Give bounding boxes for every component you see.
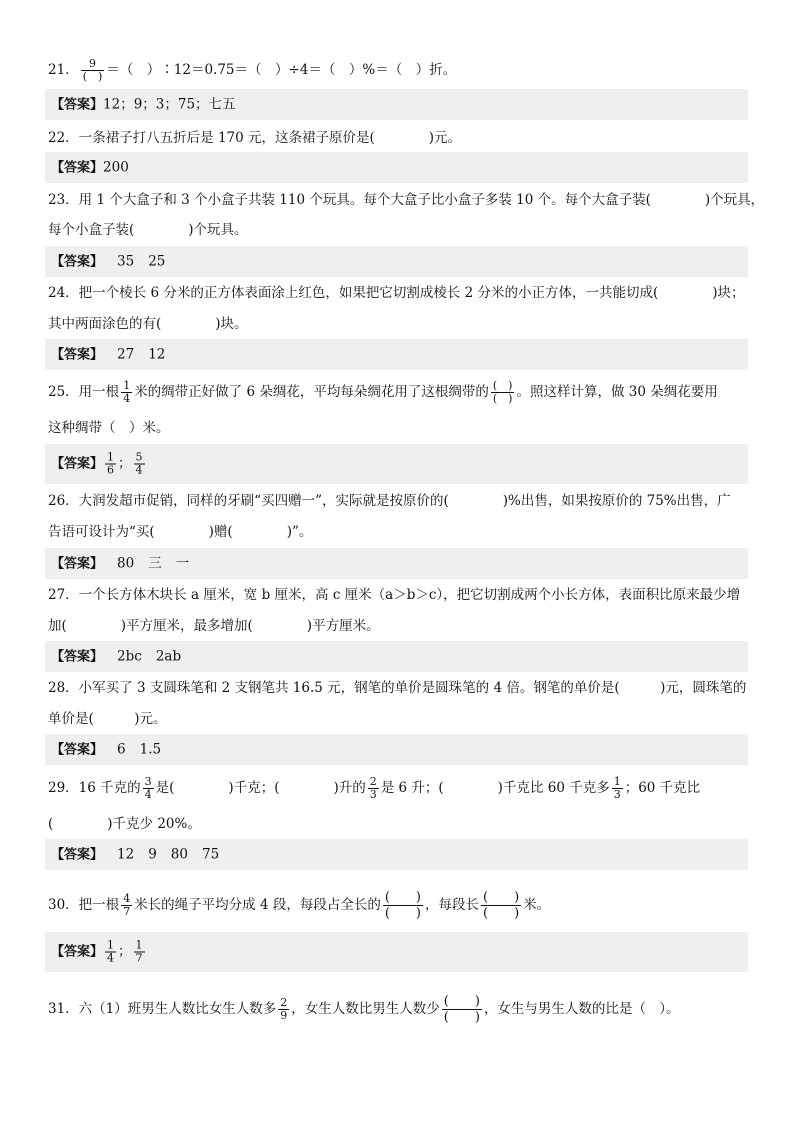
fraction: $\frac{1}{6}$ (107, 450, 115, 477)
question-24-line-1: 24．把一个棱长 6 分米的正方体表面涂上红色，如果把它切割成棱长 2 分米的小正方体，一共能切成( )块； (48, 285, 745, 301)
question-25-line-1: 25．用一根 $\frac{1}{4}$ 米的绸带正好做了 6 朵绸花，平均每朵绸花用了这根绸带的 $\frac{( )}{( )}$ 。照这样计算，做 30 朵绸花要用 (48, 379, 718, 405)
answer-tag: 【答案】 (51, 254, 104, 269)
question-30: 30．把一根 $\frac{4}{7}$ 米长的绳子平均分成 4 段，每段占全长的 $\frac{( )}{( )}$ ，每段长 $\frac{( )}{( )}$ 米。 (48, 890, 551, 921)
fraction: $\frac{2}{9}$ (280, 996, 288, 1022)
question-28-line-2: 单价是( )元。 (48, 711, 167, 727)
answer-21: 【答案】12；9；3；75；七五 (45, 89, 748, 120)
answer-22: 【答案】200 (45, 152, 748, 183)
answer-30: 【答案】 $\frac{1}{4}$ ； $\frac{1}{7}$ (45, 932, 748, 972)
fraction: $\frac{1}{3}$ (613, 775, 621, 801)
fraction: $\frac{2}{3}$ (369, 775, 377, 801)
answer-29: 【答案】 12 9 80 75 (45, 839, 748, 870)
question-27-line-2: 加( )平方厘米，最多增加( )平方厘米。 (48, 618, 380, 634)
answer-26: 【答案】 80 三 一 (45, 548, 748, 579)
answer-tag: 【答案】 (51, 742, 104, 757)
question-25-line-2: 这种绸带（ ）米。 (48, 420, 170, 436)
question-22: 22．一条裙子打八五折后是 170 元，这条裙子原价是( )元。 (48, 130, 462, 146)
question-24-line-2: 其中两面涂色的有( )块。 (48, 316, 248, 332)
answer-tag: 【答案】 (51, 456, 104, 472)
fraction: $\frac{1}{4}$ (107, 938, 115, 965)
fraction: $\frac{1}{4}$ (123, 379, 131, 405)
answer-tag: 【答案】 (51, 160, 104, 175)
question-26-line-1: 26．大润发超市促销，同样的牙刷“买四赠一”，实际就是按原价的( )%出售，如果按原价的 75%出售，广 (48, 493, 731, 509)
question-27-line-1: 27．一个长方体木块长 a 厘米，宽 b 厘米，高 c 厘米（a＞b＞c），把它切割成两个小长方体，表面积比原来最少增 (48, 587, 741, 603)
answer-tag: 【答案】 (51, 97, 104, 112)
answer-tag: 【答案】 (51, 944, 104, 960)
question-21: 21． $\frac{9}{( )}$ ＝（ ）∶12＝0.75＝（ ）÷4＝（ ）%＝（ ）折。 (48, 57, 457, 83)
fraction: $\frac{5}{4}$ (135, 450, 143, 477)
answer-tag: 【答案】 (51, 347, 104, 362)
question-23-line-2: 每个小盒子装( )个玩具。 (48, 222, 248, 238)
fraction: $\frac{4}{7}$ (123, 892, 131, 918)
answer-tag: 【答案】 (51, 847, 104, 862)
question-26-line-2: 告语可设计为“买( )赠( )”。 (48, 524, 313, 540)
fraction-blank: $\frac{( )}{( )}$ (443, 994, 480, 1025)
answer-28: 【答案】 6 1.5 (45, 734, 748, 765)
answer-25: 【答案】 $\frac{1}{6}$ ； $\frac{5}{4}$ (45, 444, 748, 484)
fraction-blank: $\frac{( )}{( )}$ (483, 890, 520, 921)
question-29-line-2: ( )千克少 20%。 (48, 816, 201, 832)
answer-23: 【答案】 35 25 (45, 246, 748, 277)
fraction: $\frac{1}{7}$ (135, 938, 143, 965)
fraction: $\frac{9}{( )}$ (82, 57, 103, 83)
answer-24: 【答案】 27 12 (45, 339, 748, 370)
question-28-line-1: 28．小军买了 3 支圆珠笔和 2 支钢笔共 16.5 元，钢笔的单价是圆珠笔的 4 倍。钢笔的单价是( )元，圆珠笔的 (48, 680, 747, 696)
question-29-line-1: 29．16 千克的 $\frac{3}{4}$ 是( )千克；( )升的 $\frac{2}{3}$ 是 6 升；( )千克比 60 千克多 $\frac{1}{3}$ ；60 千克比 (48, 775, 701, 801)
fraction-blank: $\frac{( )}{( )}$ (384, 890, 422, 921)
fraction: $\frac{3}{4}$ (144, 775, 152, 801)
answer-tag: 【答案】 (51, 649, 104, 664)
answer-tag: 【答案】 (51, 556, 104, 571)
question-31: 31．六（1）班男生人数比女生人数多 $\frac{2}{9}$ ，女生人数比男生人数少 $\frac{( )}{( )}$ ，女生与男生人数的比是（ ）。 (48, 994, 680, 1025)
fraction-blank: $\frac{( )}{( )}$ (492, 379, 513, 405)
question-23-line-1: 23．用 1 个大盒子和 3 个小盒子共装 110 个玩具。每个大盒子比小盒子多装 10 个。每个大盒子装( )个玩具， (48, 192, 765, 208)
answer-27: 【答案】 2bc 2ab (45, 641, 748, 672)
